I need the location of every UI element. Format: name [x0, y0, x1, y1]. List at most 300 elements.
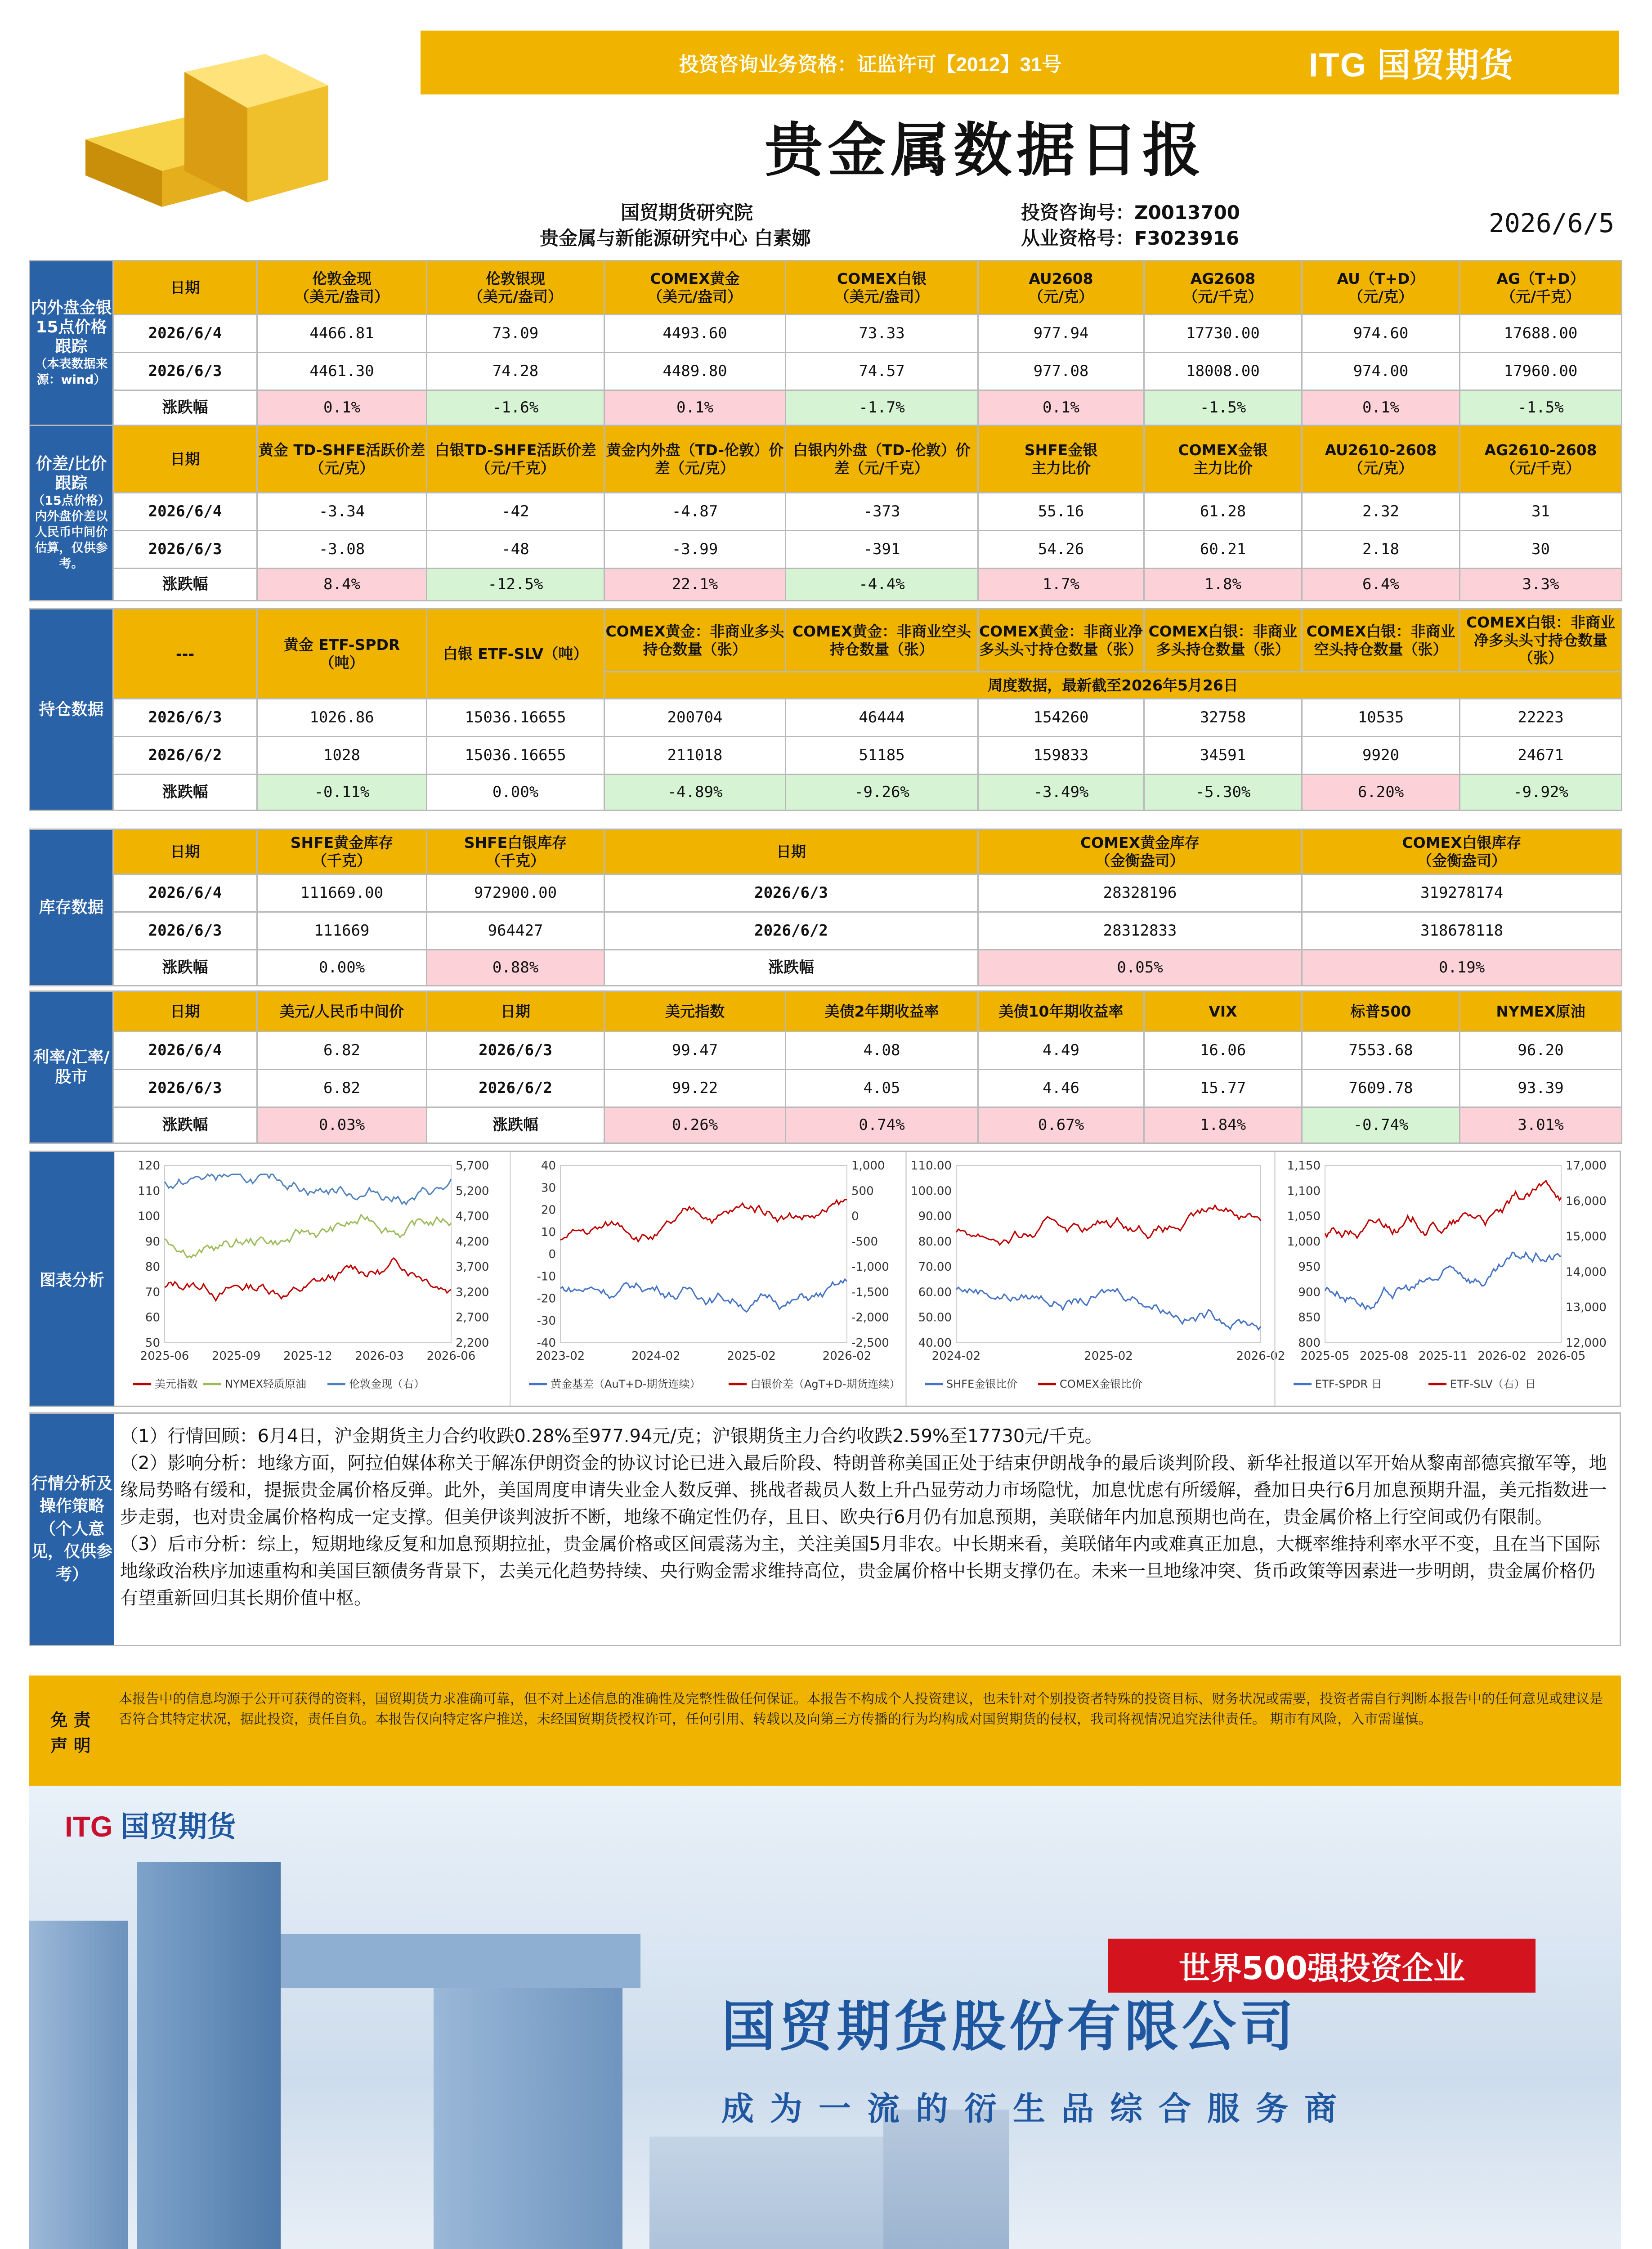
y-tick-label: 900: [1298, 1286, 1321, 1299]
table-row: [30, 874, 1622, 912]
change-row: [30, 569, 1622, 601]
col-header: COMEX白银库存 （金衡盎司）: [1302, 829, 1622, 874]
license-text: 投资咨询业务资格：证监许可【2012】31号: [679, 54, 1062, 76]
table-row: [30, 912, 1622, 950]
x-tick-label: 2025-09: [211, 1349, 261, 1363]
series-line: [165, 1174, 451, 1205]
table-cell: 974.00: [1302, 353, 1460, 390]
x-tick-label: 2025-12: [283, 1349, 332, 1363]
series-line: [1325, 1252, 1561, 1309]
series-line: [956, 1205, 1261, 1245]
building-image: [29, 1921, 128, 2249]
series-line: [560, 1279, 847, 1312]
company-logo: ITG 国贸期货: [65, 1810, 236, 1843]
section-label: 库存数据: [30, 829, 113, 986]
chart-svg: [1276, 1152, 1620, 1406]
table-row: [30, 1032, 1622, 1070]
col-header: 黄金 ETF-SPDR （吨）: [257, 609, 427, 699]
table-cell: 涨跌幅: [113, 950, 257, 986]
table-cell: 0.1%: [257, 390, 427, 426]
y-tick-label: 100: [138, 1210, 160, 1223]
table-cell: 974.60: [1302, 315, 1460, 353]
y2-tick-label: 5,200: [456, 1184, 489, 1198]
chart-svg: [907, 1152, 1285, 1406]
table-row: [30, 1070, 1622, 1107]
table-cell: -0.74%: [1302, 1107, 1460, 1143]
price-table: [29, 260, 1622, 426]
chart-svg: [511, 1152, 905, 1406]
y-tick-label: 1,000: [1287, 1235, 1321, 1249]
chart-svg: [115, 1152, 510, 1406]
table-cell: 涨跌幅: [604, 950, 978, 986]
legend-label: 黄金基差（AuT+D-期货连续）: [551, 1378, 701, 1390]
table-cell: 4493.60: [604, 315, 786, 353]
table-cell: 2026/6/4: [113, 493, 257, 531]
y-tick-label: 10: [541, 1225, 556, 1239]
tagline-badge: 世界500强投资企业: [1108, 1939, 1536, 1993]
col-header: COMEX黄金：非商业多头持仓数量（张）: [604, 609, 786, 672]
table-cell: 964427: [427, 912, 604, 950]
table-cell: -1.5%: [1460, 390, 1622, 426]
table-cell: 3.3%: [1460, 569, 1622, 601]
table-cell: 318678118: [1302, 912, 1622, 950]
table-row: [30, 353, 1622, 390]
table-cell: 54.26: [978, 531, 1144, 569]
table-cell: -1.7%: [786, 390, 978, 426]
col-header: 美债10年期收益率: [978, 991, 1144, 1032]
table-cell: 28312833: [978, 912, 1302, 950]
table-cell: 7609.78: [1302, 1070, 1460, 1107]
y-tick-label: 1,150: [1287, 1159, 1321, 1173]
table-cell: 30: [1460, 531, 1622, 569]
col-header: 美债2年期收益率: [786, 991, 978, 1032]
y-tick-label: 100.00: [911, 1184, 952, 1198]
table-cell: 0.26%: [604, 1107, 786, 1143]
y-tick-label: 50.00: [918, 1311, 952, 1325]
table-cell: 0.1%: [978, 390, 1144, 426]
y-tick-label: 70: [145, 1286, 160, 1299]
table-cell: 3.01%: [1460, 1107, 1622, 1143]
y-tick-label: 1,050: [1287, 1210, 1321, 1223]
table-cell: 2026/6/2: [604, 912, 978, 950]
y2-tick-label: 14,000: [1566, 1265, 1607, 1279]
table-cell: 4.49: [978, 1032, 1144, 1070]
y-tick-label: 110.00: [911, 1159, 952, 1173]
section-label: 利率/汇率/股市: [30, 991, 113, 1143]
y-tick-label: 80: [145, 1260, 160, 1274]
table-cell: 15036.16655: [427, 699, 604, 737]
plot-area: [560, 1165, 847, 1343]
y-tick-label: 0: [548, 1248, 556, 1261]
disclaimer-text: 本报告中的信息均源于公开可获得的资料，国贸期货力求准确可靠，但不对上述信息的准确性及完整性做任何保证。本报告不构成个人投资建议，也未针对个别投资者特殊的投资目标、财务状况或需要，投资者需自行判断本报告中的任何意见或建议是否符合其特定状况，据此投资，责任自负。本报告仅向特定客户推送，未经国贸期货授权许可，任何引用、转载以及向第三方传播的行为均构成对国贸期货的侵权，我司将视情况追究法律责任。 期市有风险，入市需谨慎。: [119, 1691, 1603, 1727]
y2-tick-label: -2,500: [851, 1336, 889, 1350]
consult-number: 投资咨询号：Z0013700: [1021, 202, 1240, 224]
outlook: （3）后市分析：综上，短期地缘反复和加息预期拉扯，贵金属价格或区间震荡为主，关注美国5月非农。中长期来看，美联储年内或难真正加息，大概率维持利率水平不变，且在当下国际地缘政治秩序加速重构和美国巨额债务背景下，去美元化趋势持续、央行购金需求维持高位，贵金属价格中长期支撑仍在。未来一旦地缘冲突、货币政策等因素进一步明朗，贵金属价格仍有望重新回归其长期价值中枢。: [120, 1534, 1600, 1608]
plot-area: [956, 1165, 1261, 1343]
series-line: [956, 1287, 1261, 1330]
table-cell: 24671: [1460, 737, 1622, 775]
table-cell: 319278174: [1302, 874, 1622, 912]
col-header: ---: [113, 609, 257, 699]
col-header: COMEX白银 （美元/盎司）: [786, 261, 978, 315]
table-cell: 6.4%: [1302, 569, 1460, 601]
y-tick-label: 1,100: [1287, 1184, 1321, 1198]
y-tick-label: 20: [541, 1203, 556, 1217]
y2-tick-label: 3,200: [456, 1286, 489, 1299]
brand-logo: ITG 国贸期货: [1309, 46, 1514, 84]
table-cell: 6.20%: [1302, 775, 1460, 811]
y2-tick-label: 5,700: [456, 1159, 489, 1173]
table-cell: 0.00%: [427, 775, 604, 811]
table-cell: 2026/6/3: [427, 1032, 604, 1070]
legend-label: 伦敦金现（右）: [349, 1378, 425, 1390]
disclaimer-section: [29, 1676, 1621, 1790]
table-cell: 2026/6/2: [427, 1070, 604, 1107]
table-cell: 154260: [978, 699, 1144, 737]
col-header: 日期: [113, 426, 257, 493]
qualification-number: 从业资格号：F3023916: [1021, 227, 1240, 249]
table-cell: 977.94: [978, 315, 1144, 353]
table-cell: 74.57: [786, 353, 978, 390]
y2-tick-label: 2,700: [456, 1311, 489, 1325]
y2-tick-label: 15,000: [1566, 1230, 1607, 1244]
table-cell: 73.09: [427, 315, 604, 353]
y-tick-label: 60: [145, 1311, 160, 1325]
change-row: [30, 775, 1622, 811]
table-cell: 2026/6/3: [113, 531, 257, 569]
table-cell: 10535: [1302, 699, 1460, 737]
table-cell: 34591: [1144, 737, 1302, 775]
col-header: 日期: [113, 829, 257, 874]
x-tick-label: 2026-02: [1236, 1349, 1285, 1363]
table-cell: 1028: [257, 737, 427, 775]
y-tick-label: 80.00: [918, 1235, 952, 1249]
series-line: [1325, 1181, 1561, 1238]
table-cell: 2026/6/3: [113, 1070, 257, 1107]
table-cell: 93.39: [1460, 1070, 1622, 1107]
y-tick-label: 40: [541, 1159, 556, 1173]
col-header: SHFE金银 主力比价: [978, 426, 1144, 493]
x-tick-label: 2025-02: [1084, 1349, 1133, 1363]
table-cell: -4.87: [604, 493, 786, 531]
table-cell: 涨跌幅: [113, 390, 257, 426]
series-line: [165, 1215, 451, 1258]
table-cell: 0.03%: [257, 1107, 427, 1143]
change-row: [30, 390, 1622, 426]
table-cell: 16.06: [1144, 1032, 1302, 1070]
col-header: SHFE黄金库存 （千克）: [257, 829, 427, 874]
table-cell: -3.49%: [978, 775, 1144, 811]
table-cell: 8.4%: [257, 569, 427, 601]
y-tick-label: 850: [1298, 1311, 1321, 1325]
table-cell: -5.30%: [1144, 775, 1302, 811]
col-header: COMEX黄金 （美元/盎司）: [604, 261, 786, 315]
y-tick-label: 90: [145, 1235, 160, 1249]
col-header: 白银TD-SHFE活跃价差（元/千克）: [427, 426, 604, 493]
table-cell: 4.46: [978, 1070, 1144, 1107]
legend-label: 白银价差（AgT+D-期货连续）: [750, 1378, 900, 1390]
legend-label: ETF-SPDR 日: [1315, 1378, 1382, 1390]
table-cell: 2026/6/4: [113, 315, 257, 353]
table-cell: 4.05: [786, 1070, 978, 1107]
y-tick-label: -10: [537, 1270, 556, 1284]
institute: 国贸期货研究院: [621, 202, 753, 224]
table-cell: 51185: [786, 737, 978, 775]
table-cell: 18008.00: [1144, 353, 1302, 390]
table-cell: 2026/6/4: [113, 874, 257, 912]
table-row: [30, 699, 1622, 737]
table-cell: 2026/6/3: [113, 912, 257, 950]
table-cell: 977.08: [978, 353, 1144, 390]
y-tick-label: 110: [138, 1184, 160, 1198]
table-cell: 99.22: [604, 1070, 786, 1107]
weekly-note: 周度数据，最新截至2026年5月26日: [604, 672, 1622, 699]
table-cell: 1.84%: [1144, 1107, 1302, 1143]
table-cell: 31: [1460, 493, 1622, 531]
table-row: [30, 531, 1622, 569]
table-cell: 32758: [1144, 699, 1302, 737]
col-header: 标普500: [1302, 991, 1460, 1032]
table-cell: 1.8%: [1144, 569, 1302, 601]
y-tick-label: 70.00: [918, 1260, 952, 1274]
table-cell: 6.82: [257, 1070, 427, 1107]
position-table: [29, 608, 1622, 811]
table-cell: 6.82: [257, 1032, 427, 1070]
table-cell: 60.21: [1144, 531, 1302, 569]
table-cell: 111669: [257, 912, 427, 950]
col-header: COMEX黄金：非商业净多头头寸持仓数量（张）: [978, 609, 1144, 672]
table-row: [30, 493, 1622, 531]
col-header: SHFE白银库存 （千克）: [427, 829, 604, 874]
table-cell: 1026.86: [257, 699, 427, 737]
table-cell: 0.74%: [786, 1107, 978, 1143]
y2-tick-label: 0: [851, 1210, 859, 1223]
chart-gold-silver-ratio: [905, 1152, 1285, 1406]
gold-bars-image: [72, 36, 342, 243]
y2-tick-label: 3,700: [456, 1260, 489, 1274]
y-tick-label: 950: [1298, 1260, 1321, 1274]
table-cell: 2.32: [1302, 493, 1460, 531]
table-cell: 17688.00: [1460, 315, 1622, 353]
y2-tick-label: 12,000: [1566, 1336, 1607, 1350]
section-label: 持仓数据: [30, 609, 113, 811]
table-cell: 972900.00: [427, 874, 604, 912]
chart-basis-spread: [510, 1152, 905, 1406]
table-cell: 9920: [1302, 737, 1460, 775]
y-tick-label: 120: [138, 1159, 160, 1173]
col-header: AG（T+D） （元/千克）: [1460, 261, 1622, 315]
table-cell: 0.19%: [1302, 950, 1622, 986]
col-header: COMEX金银 主力比价: [1144, 426, 1302, 493]
report-title: 贵金属数据日报: [765, 116, 1206, 184]
chart-dxy-oil-gold: [114, 1152, 510, 1406]
col-header: 黄金内外盘（TD-伦敦）价差（元/克）: [604, 426, 786, 493]
table-cell: 2026/6/3: [604, 874, 978, 912]
table-cell: 4489.80: [604, 353, 786, 390]
table-cell: 2026/6/3: [113, 699, 257, 737]
table-cell: 159833: [978, 737, 1144, 775]
table-cell: -3.99: [604, 531, 786, 569]
col-header: 伦敦金现 （美元/盎司）: [257, 261, 427, 315]
chart-etf-holdings: [1274, 1152, 1620, 1406]
section-label: 图表分析: [30, 1152, 114, 1406]
market-review: （1）行情回顾：6月4日，沪金期货主力合约收跌0.28%至977.94元/克；沪银期货主力合约收跌2.59%至17730元/千克。: [120, 1426, 1103, 1447]
company-banner: [29, 1786, 1621, 2249]
table-cell: 4.08: [786, 1032, 978, 1070]
y2-tick-label: 2,200: [456, 1336, 489, 1350]
col-header: AG2610-2608 （元/千克）: [1460, 426, 1622, 493]
table-cell: 96.20: [1460, 1032, 1622, 1070]
y2-tick-label: -1,000: [851, 1260, 889, 1274]
x-tick-label: 2026-05: [1536, 1349, 1586, 1363]
x-tick-label: 2023-02: [536, 1349, 585, 1363]
col-header: COMEX黄金库存 （金衡盎司）: [978, 829, 1302, 874]
col-header: 日期: [113, 261, 257, 315]
table-cell: 0.05%: [978, 950, 1302, 986]
change-row: [30, 1107, 1622, 1143]
table-cell: 涨跌幅: [427, 1107, 604, 1143]
col-header: 日期: [427, 991, 604, 1032]
building-image: [883, 2110, 1009, 2249]
table-cell: 200704: [604, 699, 786, 737]
col-header: COMEX白银：非商业多头持仓数量（张）: [1144, 609, 1302, 672]
col-header: 美元指数: [604, 991, 786, 1032]
table-cell: 73.33: [786, 315, 978, 353]
legend-label: COMEX金银比价: [1060, 1378, 1142, 1390]
y2-tick-label: 16,000: [1566, 1194, 1607, 1208]
x-tick-label: 2025-06: [140, 1349, 189, 1363]
analysis-section: [29, 1412, 1621, 1646]
y-tick-label: -30: [537, 1314, 556, 1328]
table-row: [30, 737, 1622, 775]
x-tick-label: 2026-02: [822, 1349, 872, 1363]
legend-label: SHFE金银比价: [946, 1378, 1018, 1390]
col-header: AU（T+D） （元/克）: [1302, 261, 1460, 315]
table-cell: -4.4%: [786, 569, 978, 601]
top-banner: [421, 31, 1619, 94]
report-date: 2026/6/5: [1489, 208, 1615, 238]
company-name: 国贸期货股份有限公司: [721, 1996, 1297, 2058]
table-cell: 17730.00: [1144, 315, 1302, 353]
table-cell: -42: [427, 493, 604, 531]
table-cell: 0.00%: [257, 950, 427, 986]
y2-tick-label: 13,000: [1566, 1301, 1607, 1315]
table-cell: 46444: [786, 699, 978, 737]
y-tick-label: 90.00: [918, 1210, 952, 1223]
legend-label: ETF-SLV（右）日: [1450, 1378, 1536, 1390]
table-cell: -373: [786, 493, 978, 531]
table-cell: -391: [786, 531, 978, 569]
table-cell: -1.6%: [427, 390, 604, 426]
y-tick-label: 30: [541, 1181, 556, 1195]
building-image: [434, 1988, 622, 2249]
table-cell: -48: [427, 531, 604, 569]
y2-tick-label: 1,000: [851, 1159, 885, 1173]
x-tick-label: 2026-06: [426, 1349, 476, 1363]
x-tick-label: 2025-02: [727, 1349, 776, 1363]
table-cell: 55.16: [978, 493, 1144, 531]
impact-analysis: （2）影响分析：地缘方面，阿拉伯媒体称关于解冻伊朗资金的协议讨论已进入最后阶段、特朗普称美国正处于结束伊朗战争的最后谈判阶段、新华社报道以军开始从黎南部德宾撤军等，地缘局势略有缓和，提振贵金属价格反弹。此外，美国周度申请失业金人数反弹、挑战者裁员人数上升凸显劳动力市场隐忧，加息忧虑有所缓解，叠加日央行6月加息预期升温，美元指数进一步走弱，也对贵金属价格构成一定支撑。但美伊谈判波折不断，地缘不确定性仍存，且日、欧央行6月仍有加息预期，美联储年内加息预期也尚在，贵金属价格上行空间或仍有限制。: [120, 1453, 1607, 1528]
y2-tick-label: -500: [851, 1235, 878, 1249]
table-cell: 4466.81: [257, 315, 427, 353]
table-cell: 15.77: [1144, 1070, 1302, 1107]
x-tick-label: 2026-03: [355, 1349, 404, 1363]
series-line: [560, 1199, 847, 1241]
table-cell: 2026/6/4: [113, 1032, 257, 1070]
table-cell: 1.7%: [978, 569, 1144, 601]
section-label: 行情分析及操作策略（个人意见，仅供参考）: [30, 1414, 114, 1645]
x-tick-label: 2026-02: [1477, 1349, 1527, 1363]
table-cell: 2026/6/2: [113, 737, 257, 775]
y-tick-label: 50: [145, 1336, 160, 1350]
table-row: [30, 315, 1622, 353]
table-cell: 22223: [1460, 699, 1622, 737]
x-tick-label: 2025-11: [1419, 1349, 1468, 1363]
rates-table: [29, 990, 1622, 1144]
col-header: 美元/人民币中间价: [257, 991, 427, 1032]
col-header: COMEX白银：非商业净多头头寸持仓数量（张）: [1460, 609, 1622, 672]
table-cell: 涨跌幅: [113, 569, 257, 601]
table-cell: -0.11%: [257, 775, 427, 811]
y2-tick-label: 17,000: [1566, 1159, 1607, 1173]
y-tick-label: 60.00: [918, 1286, 952, 1299]
y2-tick-label: -1,500: [851, 1286, 889, 1299]
table-cell: 61.28: [1144, 493, 1302, 531]
table-cell: 74.28: [427, 353, 604, 390]
charts-section: [29, 1151, 1621, 1407]
x-tick-label: 2024-02: [931, 1349, 981, 1363]
x-tick-label: 2024-02: [631, 1349, 680, 1363]
table-cell: 0.88%: [427, 950, 604, 986]
col-header: AU2610-2608 （元/克）: [1302, 426, 1460, 493]
col-header: AU2608 （元/克）: [978, 261, 1144, 315]
table-cell: 2.18: [1302, 531, 1460, 569]
spread-table: [29, 425, 1622, 601]
table-cell: 28328196: [978, 874, 1302, 912]
plot-area: [165, 1165, 451, 1343]
table-cell: -12.5%: [427, 569, 604, 601]
table-cell: 4461.30: [257, 353, 427, 390]
research-center: 贵金属与新能源研究中心 白素娜: [540, 227, 811, 249]
table-cell: -9.26%: [786, 775, 978, 811]
table-cell: 111669.00: [257, 874, 427, 912]
col-header: COMEX白银：非商业空头持仓数量（张）: [1302, 609, 1460, 672]
change-row: [30, 950, 1622, 986]
table-cell: 15036.16655: [427, 737, 604, 775]
y2-tick-label: 4,200: [456, 1235, 489, 1249]
col-header: 白银内外盘（TD-伦敦）价差（元/千克）: [786, 426, 978, 493]
building-image: [281, 1934, 640, 1988]
x-tick-label: 2025-08: [1359, 1349, 1409, 1363]
col-header: NYMEX原油: [1460, 991, 1622, 1032]
y-tick-label: 40.00: [918, 1336, 952, 1350]
col-header: 日期: [113, 991, 257, 1032]
table-cell: 0.1%: [1302, 390, 1460, 426]
y-tick-label: -20: [537, 1292, 556, 1306]
table-cell: 7553.68: [1302, 1032, 1460, 1070]
table-cell: 涨跌幅: [113, 1107, 257, 1143]
table-cell: -3.34: [257, 493, 427, 531]
legend-label: 美元指数: [155, 1378, 198, 1390]
table-cell: 2026/6/3: [113, 353, 257, 390]
table-cell: 17960.00: [1460, 353, 1622, 390]
company-slogan: 成为一流的衍生品综合服务商: [721, 2090, 1353, 2128]
building-image: [137, 1862, 281, 2249]
legend-label: NYMEX轻质原油: [225, 1378, 306, 1390]
series-line: [165, 1258, 451, 1301]
table-cell: 0.67%: [978, 1107, 1144, 1143]
section-label: 价差/比价跟踪 （15点价格）内外盘价差以人民币中间价估算，仅供参考。: [30, 426, 113, 601]
